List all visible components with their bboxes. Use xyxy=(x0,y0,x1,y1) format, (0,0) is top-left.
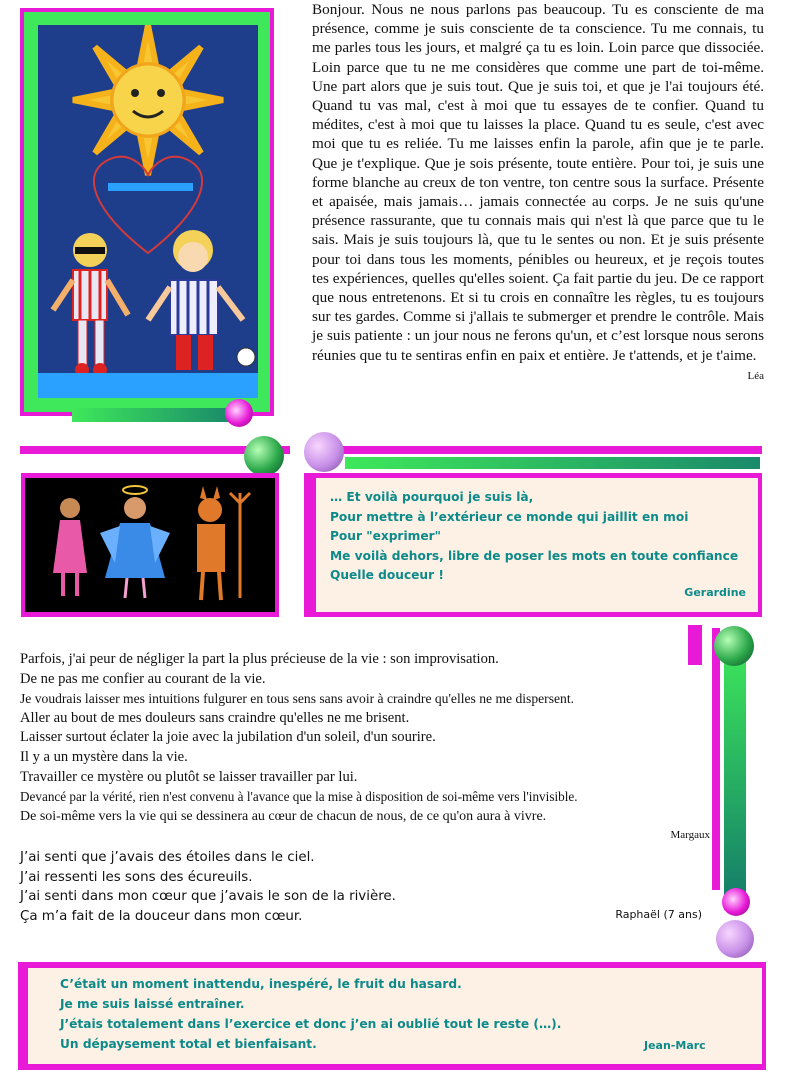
gerardine-quote-lines xyxy=(330,488,750,586)
decorative-ball-lilac xyxy=(304,432,344,472)
decorative-green-bar xyxy=(72,408,232,422)
devil-drawing xyxy=(197,486,250,600)
decorative-magenta-vertical-bar xyxy=(712,628,720,890)
lea-signature: Léa xyxy=(747,369,764,382)
decorative-ball-green xyxy=(244,436,284,476)
margaux-text-block xyxy=(20,650,710,846)
margaux-line: Parfois, j'ai peur de négliger la part la plus précieuse de la vie : son improvisation. xyxy=(20,651,499,667)
margaux-line: Aller au bout de mes douleurs sans craindre qu'elles ne me brisent. xyxy=(20,709,410,726)
margaux-line: Laisser surtout éclater la joie avec la jubilation d'un soleil, d'un sourire. xyxy=(20,729,436,746)
quote-line: Pour mettre à l’extérieur ce monde qui jaillit en moi xyxy=(330,509,689,524)
decorative-ball-lilac xyxy=(716,920,754,958)
angel-drawing xyxy=(100,486,170,598)
children-drawing-sun-and-boys xyxy=(38,25,258,398)
quote-line: C’était un moment inattendu, inespéré, le fruit du hasard. xyxy=(60,977,462,991)
left-boy-drawing xyxy=(53,233,128,377)
decorative-ball-magenta xyxy=(722,888,750,916)
raphael-line: J’ai senti dans mon cœur que j’avais le son de la rivière. xyxy=(20,889,396,905)
right-boy-drawing xyxy=(148,230,255,370)
jeanmarc-quote-box xyxy=(28,968,762,1064)
quote-line: Je me suis laissé entraîner. xyxy=(60,997,245,1011)
jeanmarc-quote-lines xyxy=(60,974,680,1054)
girl-drawing xyxy=(53,498,87,596)
decorative-ball-green xyxy=(714,626,754,666)
raphael-line: Ça m’a fait de la douceur dans mon cœur. xyxy=(20,909,303,925)
margaux-line: Travailler ce mystère ou plutôt se laisser travailler par lui. xyxy=(20,768,358,785)
gerardine-signature: Gerardine xyxy=(684,586,746,599)
drawing-svg xyxy=(38,25,258,398)
quote-line: Quelle douceur ! xyxy=(330,568,444,583)
decorative-green-bar xyxy=(345,457,760,469)
margaux-line: De soi-même vers la vie qui se dessinera au cœur de chacun de nous, de ce qu'on aura à vivre. xyxy=(20,808,547,824)
margaux-line: Je voudrais laisser mes intuitions fulgurer en tous sens sans avoir à craindre qu'elles ne me dispersent. xyxy=(20,691,574,707)
decorative-magenta-bar xyxy=(340,446,762,454)
quote-line: Un dépaysement total et bienfaisant. xyxy=(60,1037,317,1051)
quote-line: Pour "exprimer" xyxy=(330,529,441,544)
margaux-signature: Margaux xyxy=(670,829,710,842)
lea-paragraph: Bonjour. Nous ne nous parlons pas beaucoup. Tu es consciente de ma présence, comme je suis consciente de ta conscience. Tu me connais, tu me parles tous les jours, et malgré ça tu es loin. Loin parce que dissociée. Loin parce que tu ne me considères que comme une part de toi-même. Une part alors que je suis tout. Que je suis toi, et que je l'ai toujours été. Quand tu vas mal, c'est à moi que tu essayes de te confier. Quand tu médites, c'est à moi que tu laisses la place. Quand tu es seule, c'est avec moi que tu es reliée. Tu me laisses enfin la parole, afin que je te parle. Que je t'explique. Que je sois présente, toute entière. Pour toi, je suis une forme blanche au creux de ton ventre, ton centre sous la surface. Présente et apaisée, mais jamais… jamais connectée au corps. Je ne suis qu'une présence rassurante, que tu connais mais qui n'est là que parce que tu le sais. Mais je suis toujours là, que tu le sentes ou non. Et je suis présente pour toi dans tous les moments, pénibles ou heureux, et je reçois toutes tes expériences, quelles qu'elles soient. Ça fait partie du jeu. De ce rapport que nous entretenons. Et si tu crois en connaître les règles, tu es toujours sur tes gardes. Comme si j'allais te submerger et prendre le contrôle. Mais je suis patiente : un jour nous ne ferons qu'un, et c’est lorsque nous serons réunies que tu te sentiras enfin en paix et entière. Je t'attends, et je t'aime. xyxy=(312,1,764,364)
lea-text-block xyxy=(312,0,764,386)
quote-line: … Et voilà pourquoi je suis là, xyxy=(330,490,534,504)
raphael-line: J’ai senti que j’avais des étoiles dans le ciel. xyxy=(20,850,315,865)
sun-drawing xyxy=(73,25,223,175)
decorative-ball-magenta xyxy=(225,399,253,427)
children-drawing-girl-angel-devil xyxy=(25,478,275,612)
margaux-line: De ne pas me confier au courant de la vie. xyxy=(20,670,266,687)
quote-line: Me voilà dehors, libre de poser les mots en toute confiance xyxy=(330,548,739,563)
raphael-text-block xyxy=(20,848,540,927)
decorative-green-vertical-bar xyxy=(724,640,746,910)
margaux-line: Devancé par la vérité, rien n'est convenu à l'avance que la mise à disposition de soi-même vers l'invisible. xyxy=(20,789,578,805)
margaux-line: Il y a un mystère dans la vie. xyxy=(20,748,188,765)
quote-line: J’étais totalement dans l’exercice et donc j’en ai oublié tout le reste (…). xyxy=(60,1017,562,1031)
jeanmarc-signature: Jean-Marc xyxy=(644,1039,706,1052)
raphael-line: J’ai ressenti les sons des écureuils. xyxy=(20,869,253,885)
raphael-signature: Raphaël (7 ans) xyxy=(615,908,702,921)
gerardine-quote-box xyxy=(316,478,758,612)
